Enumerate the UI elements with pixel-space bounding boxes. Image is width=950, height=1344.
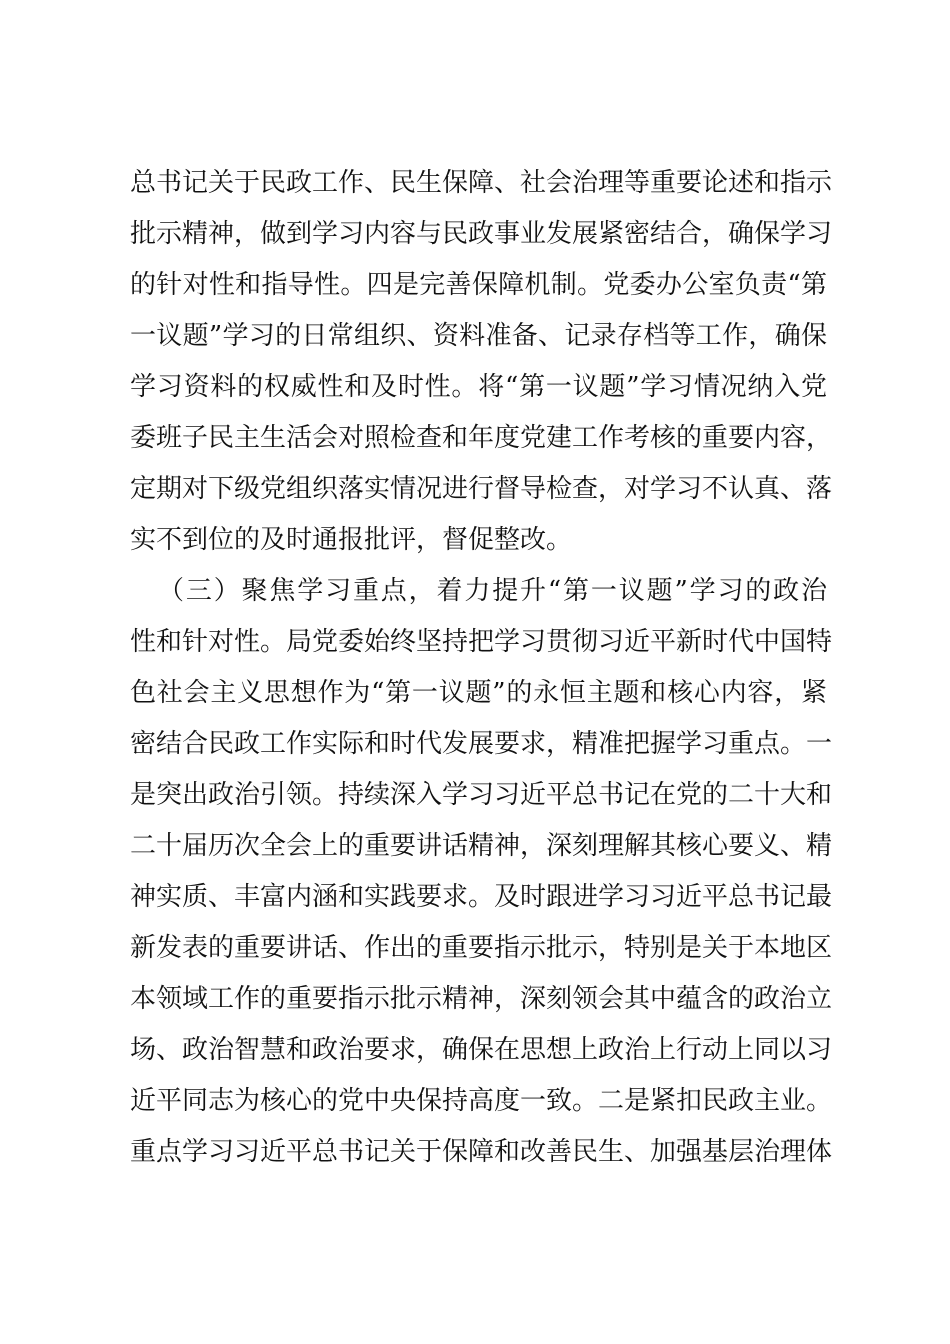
text-line: 场、政治智慧和政治要求，确保在思想上政治上行动上同以习 <box>130 1035 833 1065</box>
section-heading-text: （三）聚焦学习重点，着力提升“第一议题”学习的政治 <box>158 576 827 606</box>
text-line: 一议题”学习的日常组织、资料准备、记录存档等工作，确保 <box>130 321 827 351</box>
text-line: 本领域工作的重要指示批示精神，深刻领会其中蕴含的政治立 <box>130 984 833 1014</box>
text-line: 实不到位的及时通报批评，督促整改。 <box>130 525 573 555</box>
text-line: 学习资料的权威性和及时性。将“第一议题”学习情况纳入党 <box>130 372 827 402</box>
text-line: 是突出政治引领。持续深入学习习近平总书记在党的二十大和 <box>130 780 833 810</box>
text-line: 新发表的重要讲话、作出的重要指示批示，特别是关于本地区 <box>130 933 833 963</box>
text-line: 重点学习习近平总书记关于保障和改善民生、加强基层治理体 <box>130 1137 833 1167</box>
text-line: 批示精神，做到学习内容与民政事业发展紧密结合，确保学习 <box>130 219 833 249</box>
text-line: 色社会主义思想作为“第一议题”的永恒主题和核心内容，紧 <box>130 678 827 708</box>
text-line: 委班子民主生活会对照检查和年度党建工作考核的重要内容， <box>130 423 833 453</box>
text-line: 二十届历次全会上的重要讲话精神，深刻理解其核心要义、精 <box>130 831 833 861</box>
text-line: 的针对性和指导性。四是完善保障机制。党委办公室负责“第 <box>130 270 827 300</box>
text-line-indented <box>130 571 827 611</box>
text-line: 性和针对性。局党委始终坚持把学习贯彻习近平新时代中国特 <box>130 627 833 657</box>
text-line: 总书记关于民政工作、民生保障、社会治理等重要论述和指示 <box>130 168 833 198</box>
text-line: 神实质、丰富内涵和实践要求。及时跟进学习习近平总书记最 <box>130 882 833 912</box>
text-line: 定期对下级党组织落实情况进行督导检查，对学习不认真、落 <box>130 474 833 504</box>
text-line: 密结合民政工作实际和时代发展要求，精准把握学习重点。一 <box>130 729 833 759</box>
text-line: 近平同志为核心的党中央保持高度一致。二是紧扣民政主业。 <box>130 1086 833 1116</box>
